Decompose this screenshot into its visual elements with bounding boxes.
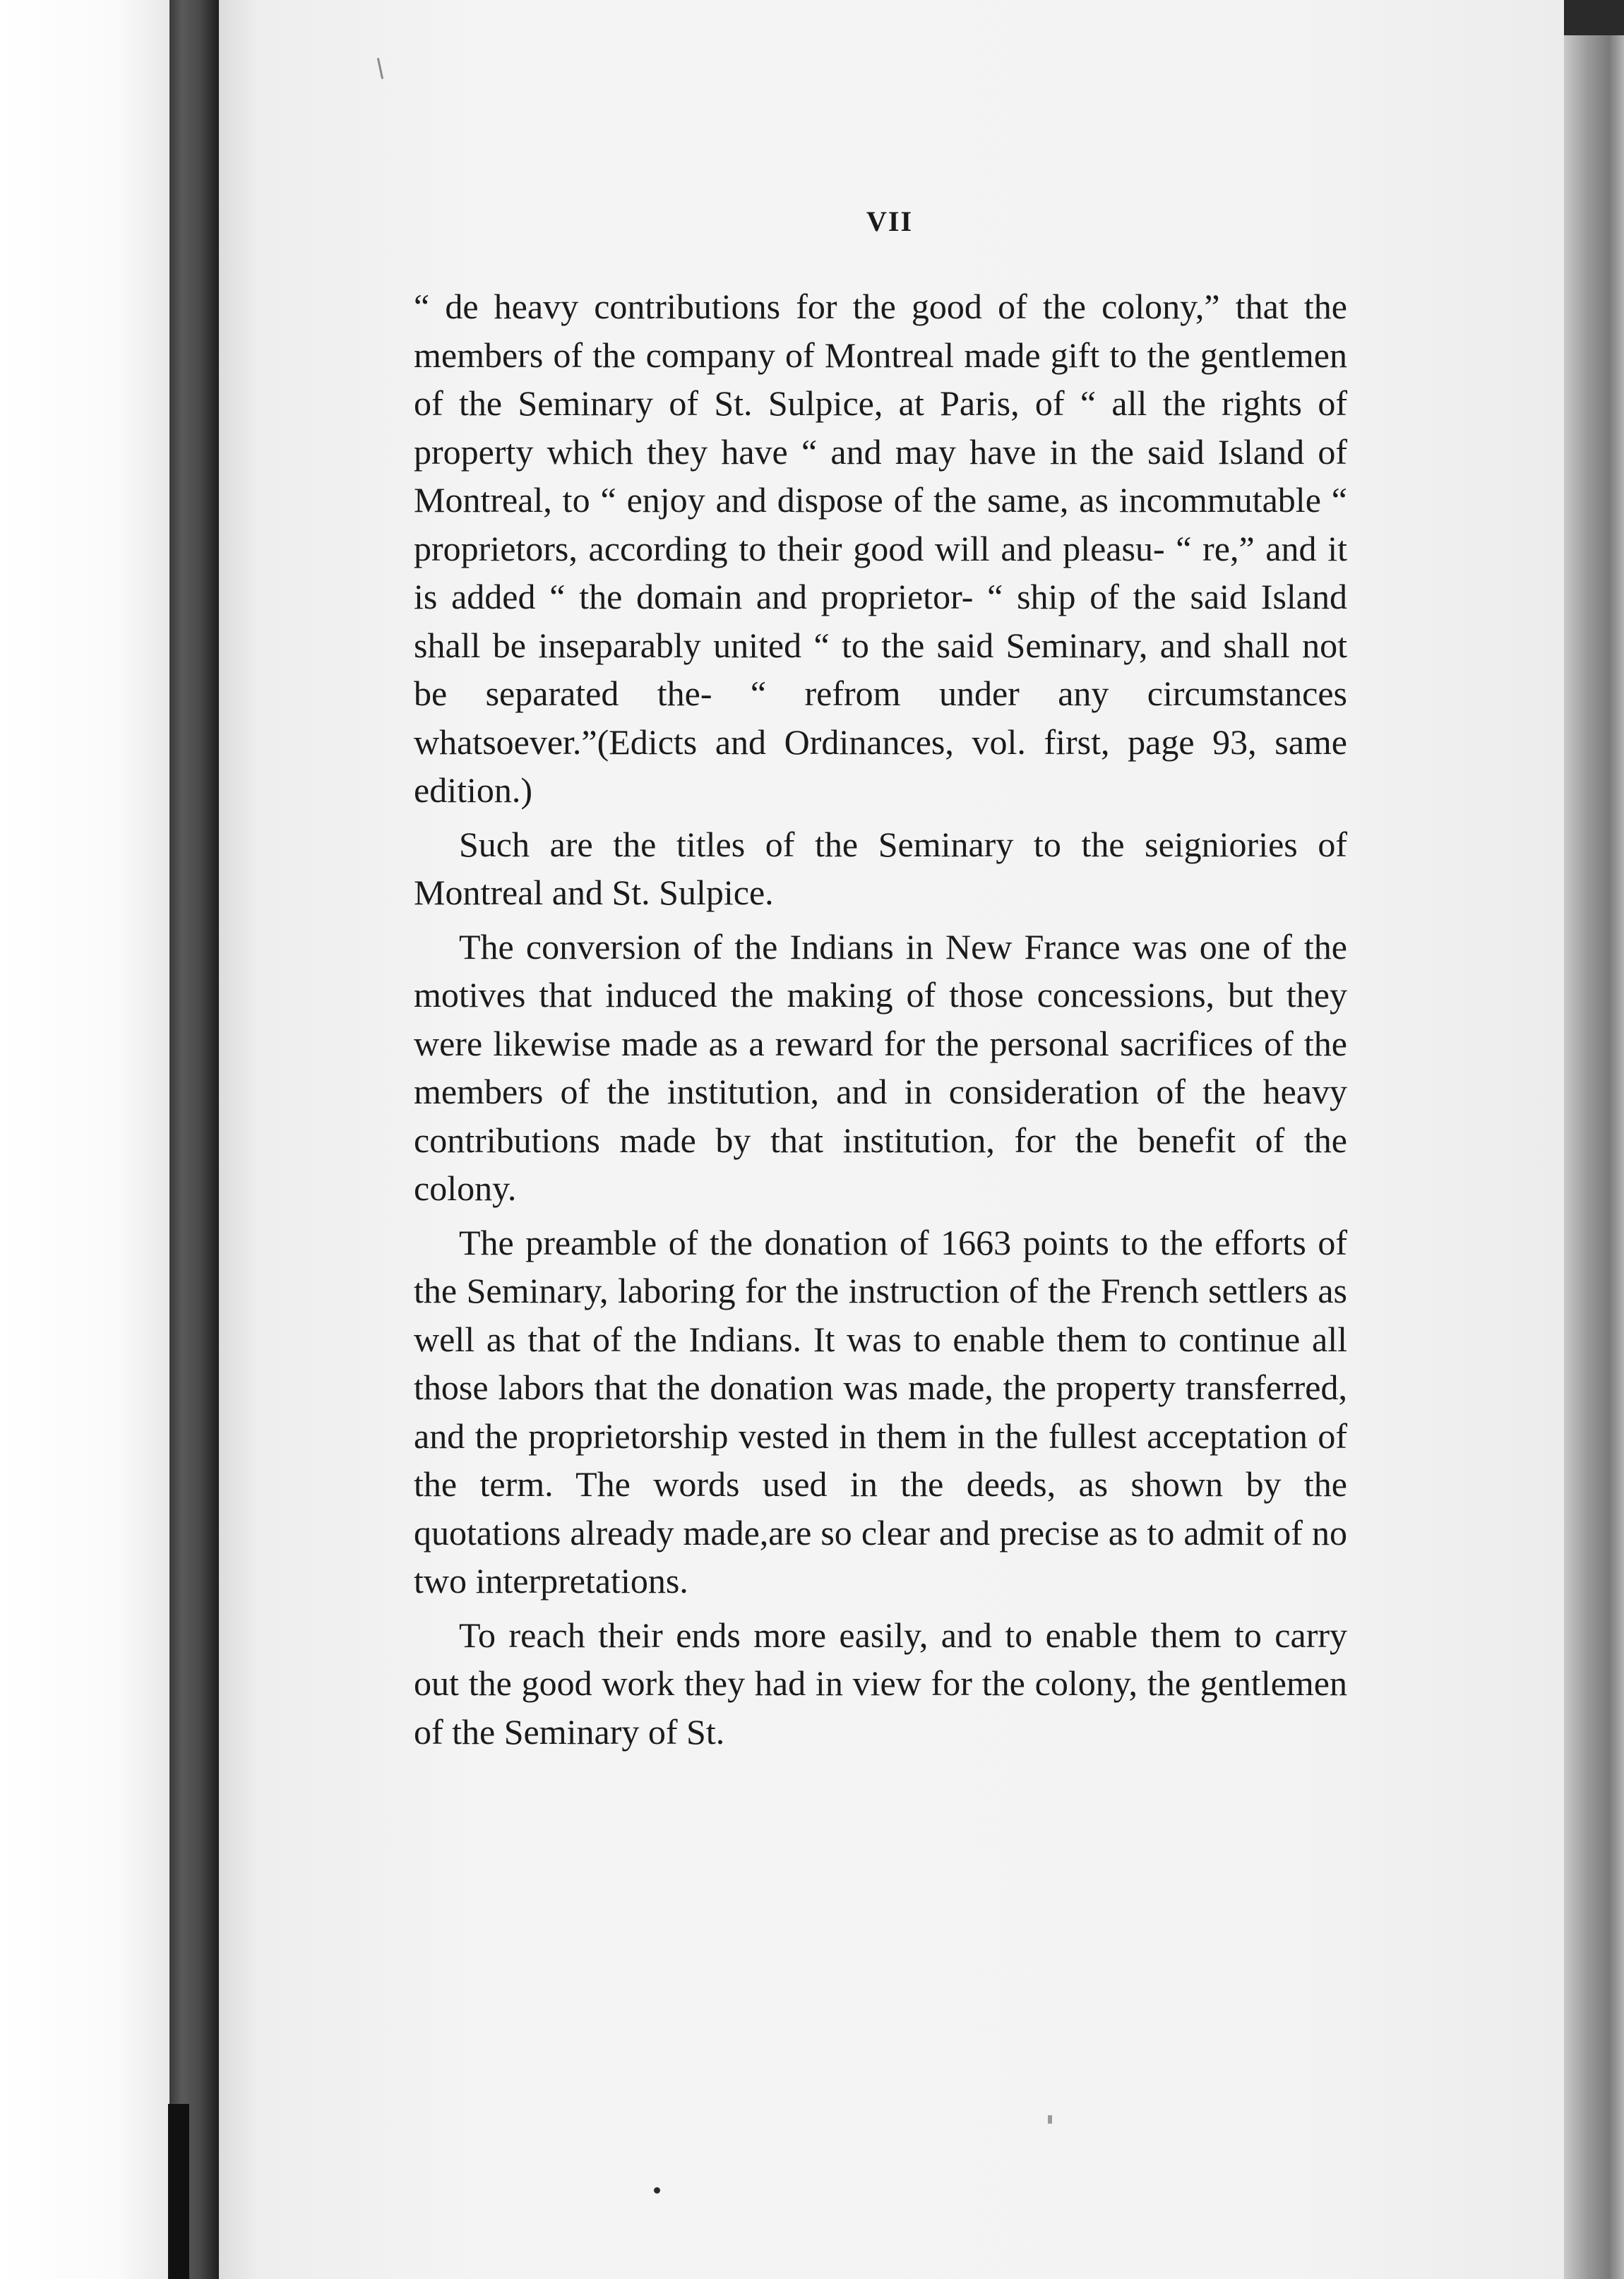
page-number-header: VII bbox=[866, 205, 914, 237]
scan-speck bbox=[1048, 2115, 1052, 2124]
paragraph-1: “ de heavy contributions for the good of the colony,” that the members of the company of Montreal made gift to the gentlemen of the Seminary of St. Sulpice, at Paris, of “ all the rights of property which they have “ and may have in the said Island of Montreal, to “ enjoy and dispose of the same, as incommutable “ proprietors, according to their good will and pleasu- “ re,” and it is added “ the domain and proprietor- “ ship of the said Island shall be inseparably united “ to the said Seminary, and shall not be separated the- “ refrom under any circumstances whatsoever.”(Edicts and Ordinances, vol. first, page 93, same edition.) bbox=[414, 287, 1347, 810]
body-text bbox=[414, 282, 1347, 1761]
left-margin bbox=[0, 0, 169, 2279]
binding-notch bbox=[168, 2104, 189, 2279]
book-binding-edge bbox=[169, 0, 219, 2279]
printer-dot bbox=[654, 2187, 660, 2194]
paragraph-5: To reach their ends more easily, and to enable them to carry out the good work they had in view for the colony, the gentlemen of the Seminary of St. bbox=[414, 1615, 1347, 1752]
right-page-edge-top bbox=[1564, 0, 1624, 35]
paragraph-3: The conversion of the Indians in New France was one of the motives that induced the making of those concessions, but they were likewise made as a reward for the personal sacrifices of the members of the institution, and in consideration of the heavy contributions made by that institution, for the benefit of the colony. bbox=[414, 926, 1347, 1208]
paragraph-4: The preamble of the donation of 1663 points to the efforts of the Seminary, laboring for the instruction of the French settlers as well as that of the Indians. It was to enable them to continue all those labors that the donation was made, the property transferred, and the proprietorship vested in them in the fullest acceptation of the term. The words used in the deeds, as shown by the quotations already made,are so clear and precise as to admit of no two interpretations. bbox=[414, 1222, 1347, 1601]
paragraph-2: Such are the titles of the Seminary to the seigniories of Montreal and St. Sulpice. bbox=[414, 824, 1347, 912]
right-page-edge bbox=[1564, 0, 1624, 2279]
